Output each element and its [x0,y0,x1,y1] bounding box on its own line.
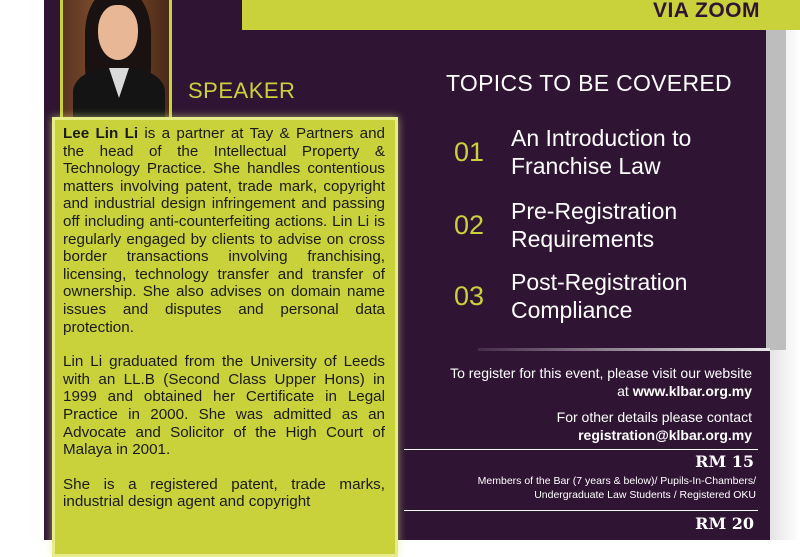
email-link[interactable]: registration@klbar.org.my [578,427,752,443]
price-amount: RM 15 [695,452,754,471]
bio-paragraph-1 [63,125,385,336]
contact-text: For other details please contact [556,409,752,425]
topic-line-1: Post-Registration [511,269,688,295]
topics-heading: TOPICS TO BE COVERED [446,70,732,96]
topic-line-2: Requirements [511,226,655,252]
website-link[interactable]: www.klbar.org.my [632,383,752,399]
topic-item [454,197,677,253]
price-desc-line-2: Undergraduate Law Students / Registered OKU [534,489,756,501]
register-at: at [617,383,633,399]
register-info [450,364,752,400]
speaker-name: Lee Lin Li [63,125,139,142]
section-divider [478,348,770,351]
bio-text-1: is a partner at Tay & Partners and the head of the Intellectual Property & Technology Practice. She handles contentious matters involving patent, trade mark, copyright and industrial design infringement and passing off including anti-counterfeiting actions. Lin Li is regularly engaged by clients to advise on cross border transactions involving franchising, licensing, technology transfer and transfer of ownership. She also advises on domain name issues and disputes and personal data protection. [63,125,385,336]
topic-line-2: Franchise Law [511,153,661,179]
price-desc-line-1: Members of the Bar (7 years & below)/ Pupils-In-Chambers/ [477,475,756,487]
topic-line-1: An Introduction to [511,125,692,151]
via-zoom-banner [242,0,800,30]
bio-paragraph-2: Lin Li graduated from the University of Leeds with an LL.B (Second Class Upper Hons) in 1999 and obtained her Certificate in Legal Practice in 2000. She was admitted as an Advocate and Solicitor of the High Court of Malaya in 2001. [63,353,385,459]
topic-item [454,268,687,324]
topic-number: 02 [454,209,485,240]
bio-paragraph-3: She is a registered patent, trade marks, industrial design agent and copyright [63,475,385,511]
topic-item [454,124,691,180]
speaker-photo [60,0,172,120]
price-amount: RM 20 [695,514,754,533]
speaker-bio-box [52,117,398,557]
topic-number: 01 [454,136,485,167]
topic-number: 03 [454,280,485,311]
price-divider [404,449,758,450]
side-accent-bar [766,30,786,350]
price-description [478,474,756,502]
speaker-heading: SPEAKER [188,78,296,103]
via-zoom-text: VIA ZOOM [652,0,760,22]
contact-info [557,408,752,444]
register-visit-text: To register for this event, please visit our website [450,365,752,381]
topic-line-2: Compliance [511,297,633,323]
price-divider [404,510,758,511]
topic-line-1: Pre-Registration [511,198,678,224]
